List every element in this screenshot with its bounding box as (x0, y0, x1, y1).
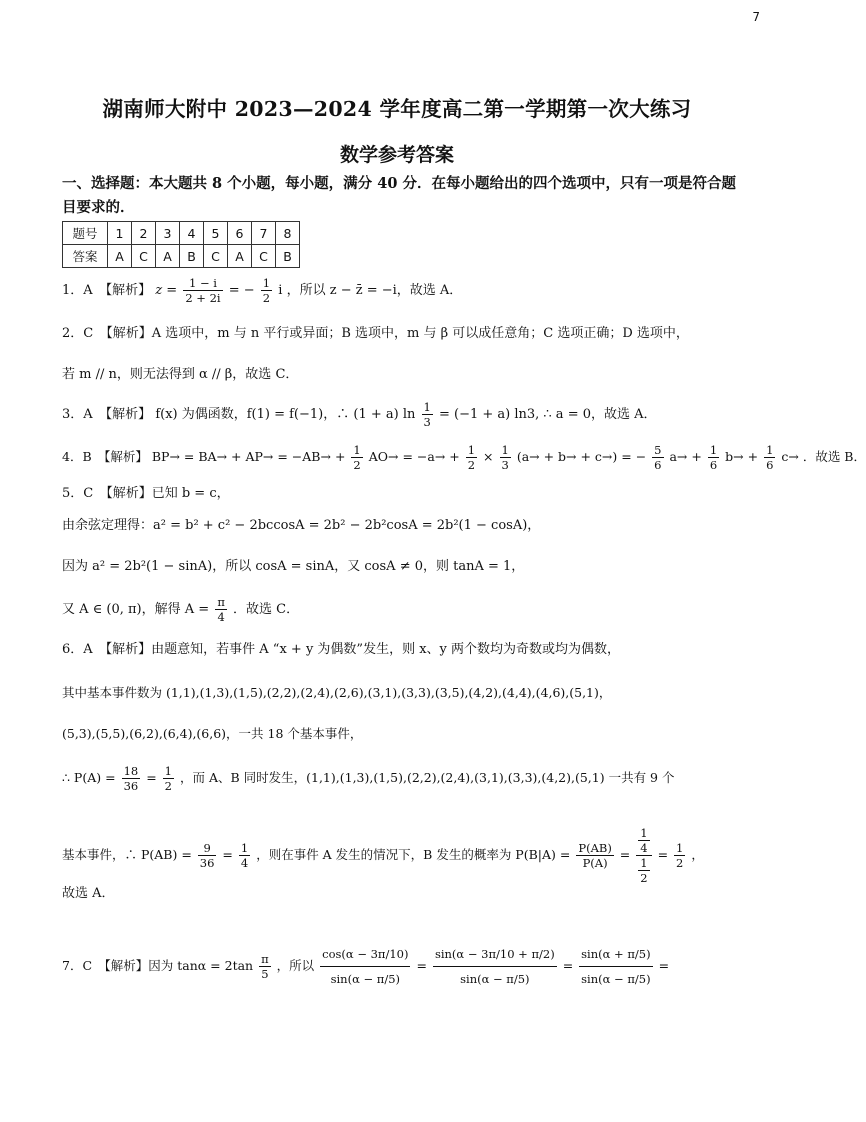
table-cell: 3 (156, 222, 180, 245)
fraction: $\frac{P(AB)}{P(A)}$ (578, 841, 612, 870)
document-title: 湖南师大附中 2023—2024 学年度高二第一学期第一次大练习 (102, 97, 692, 121)
table-cell: C (204, 245, 228, 268)
fraction: $\frac{1}{2}$ (467, 443, 476, 472)
page-number: 7 (752, 10, 760, 24)
table-cell: 1 (108, 222, 132, 245)
fraction: $\frac{1}{2}$ (262, 276, 271, 305)
table-header-cell: 答案 (63, 245, 108, 268)
answer-q5-line4: 又 A ∈ (0, π)，解得 A = $\frac{\pi}{4}$ ．故选 C． (62, 595, 300, 624)
table-cell: 6 (228, 222, 252, 245)
fraction: $\frac{1}{2}$ (676, 841, 684, 870)
table-header-cell: 题号 (63, 222, 108, 245)
fraction: $\frac{5}{6}$ (654, 443, 662, 472)
fraction: $\frac{\pi}{5}$ (261, 952, 269, 981)
fraction: $\frac{9}{36}$ (199, 841, 215, 870)
table-cell: 7 (252, 222, 276, 245)
answer-q6-line4: ∴ P(A) = $\frac{18}{36}$ = $\frac{1}{2}$ ，而 A、B 同时发生，(1,1),(1,3),(1,5),(2,2),(2,4),(3,1),(3,3),(4,2),(5,1) 一共有 9 个 (62, 764, 675, 793)
fraction: $\frac{1}{6}$ (709, 443, 718, 472)
answer-q4: 4．B 【解析】 BP→ = BA→ + AP→ = −AB→ + $\frac{1}{2}$ AO→ = −a→ + $\frac{1}{2}$ × $\frac{1}{3}$ (a→ + b→ + c→) = − $\frac{5}{6}$ a→ + $\frac{1}{6}$ b→ + $\frac{1}{6}$ c→ ．故选 B． (62, 443, 866, 472)
answer-q7: 7．C 【解析】因为 tanα = 2tan $\frac{\pi}{5}$ ，所以 $\frac{\cos(\alpha - 3\pi/10)}{\sin(\alpha - \pi/5)}$ = $\frac{\sin(\alpha - 3\pi/10 + \pi/2)}{\sin(\alpha - \pi/5)}$ = $\frac{\sin(\alpha + \pi/5)}{\sin(\alpha - \pi/5)}$ = (62, 942, 669, 991)
table-cell: C (252, 245, 276, 268)
fraction: $\frac{1}{2}$ (353, 443, 361, 472)
answer-q6-line1: 6．A 【解析】由题意知，若事件 A “x + y 为偶数”发生，则 x、y 两个数均为奇数或均为偶数， (62, 642, 621, 657)
answer-q3: 3．A 【解析】 f(x) 为偶函数，f(1) = f(−1)，∴ (1 + a) ln $\frac{1}{3}$ = (−1 + a) ln3, ∴ a = 0，故选 A． (62, 400, 657, 429)
answer-table (62, 221, 300, 268)
fraction: $\frac{\pi}{4}$ (217, 595, 225, 624)
table-cell: A (228, 245, 252, 268)
table-cell: B (276, 245, 300, 268)
table-cell: 4 (180, 222, 204, 245)
fraction: $\frac{18}{36}$ (123, 764, 139, 793)
table-row (63, 245, 300, 268)
answer-q2-line2: 若 m // n，则无法得到 α // β，故选 C． (62, 367, 299, 382)
fraction: $\frac{1 - i}{2 + 2i}$ (185, 276, 221, 305)
fraction: $\frac{\cos(\alpha - 3\pi/10)}{\sin(\alpha - \pi/5)}$ (320, 942, 410, 991)
answer-q6-line5: 基本事件，∴ P(AB) = $\frac{9}{36}$ = $\frac{1}{4}$ ，则在事件 A 发生的情况下，B 发生的概率为 P(B|A) = $\frac{P(AB)}{P(A)}$ = $\frac{\frac{1}{4}}{\frac{1}{2}}$ = $\frac{1}{2}$ ， (62, 826, 704, 885)
answer-q1: 1．A 【解析】 z = $\frac{1 - i}{2 + 2i}$ = − $\frac{1}{2}$ i ，所以 z − z̄ = −i，故选 A． (62, 276, 463, 305)
fraction: $\frac{\sin(\alpha + \pi/5)}{\sin(\alpha - \pi/5)}$ (579, 942, 652, 991)
document-subtitle: 数学参考答案 (339, 144, 454, 166)
fraction: $\frac{1}{4}$ (240, 841, 249, 870)
table-row (63, 222, 300, 245)
table-cell: B (180, 245, 204, 268)
fraction: $\frac{\sin(\alpha - 3\pi/10 + \pi/2)}{\sin(\alpha - \pi/5)}$ (433, 942, 557, 991)
answer-q5-line2: 由余弦定理得：a² = b² + c² − 2bccosA = 2b² − 2b²cosA = 2b²(1 − cosA)， (62, 518, 541, 533)
answer-q5-line1: 5．C 【解析】已知 b = c， (62, 486, 230, 501)
answer-q5-line3: 因为 a² = 2b²(1 − sinA)，所以 cosA = sinA，又 cosA ≠ 0，则 tanA = 1， (62, 559, 525, 574)
table-cell: 2 (132, 222, 156, 245)
table-cell: 8 (276, 222, 300, 245)
answer-q6-line3: (5,3),(5,5),(6,2),(6,4),(6,6)，一共 18 个基本事件， (62, 726, 363, 741)
table-cell: A (156, 245, 180, 268)
fraction: $\frac{1}{3}$ (501, 443, 509, 472)
answer-q2-line1: 2．C 【解析】A 选项中，m 与 n 平行或异面；B 选项中，m 与 β 可以成任意角；C 选项正确；D 选项中， (62, 326, 689, 341)
fraction: $\frac{1}{2}$ (164, 764, 172, 793)
fraction: $\frac{1}{3}$ (423, 400, 431, 429)
table-cell: A (108, 245, 132, 268)
answer-q6-line2: 其中基本事件数为 (1,1),(1,3),(1,5),(2,2),(2,4),(2,6),(3,1),(3,3),(3,5),(4,2),(4,4),(4,6),(5,1)， (62, 685, 612, 700)
section-heading: 一、选择题：本大题共 8 个小题，每小题，满分 40 分．在每小题给出的四个选项中，只有一项是符合题目要求的． (62, 175, 736, 216)
compound-fraction: $\frac{\frac{1}{4}}{\frac{1}{2}}$ (636, 826, 651, 885)
answer-q6-line6: 故选 A． (62, 886, 115, 901)
table-cell: C (132, 245, 156, 268)
table-cell: 5 (204, 222, 228, 245)
fraction: $\frac{1}{6}$ (766, 443, 774, 472)
